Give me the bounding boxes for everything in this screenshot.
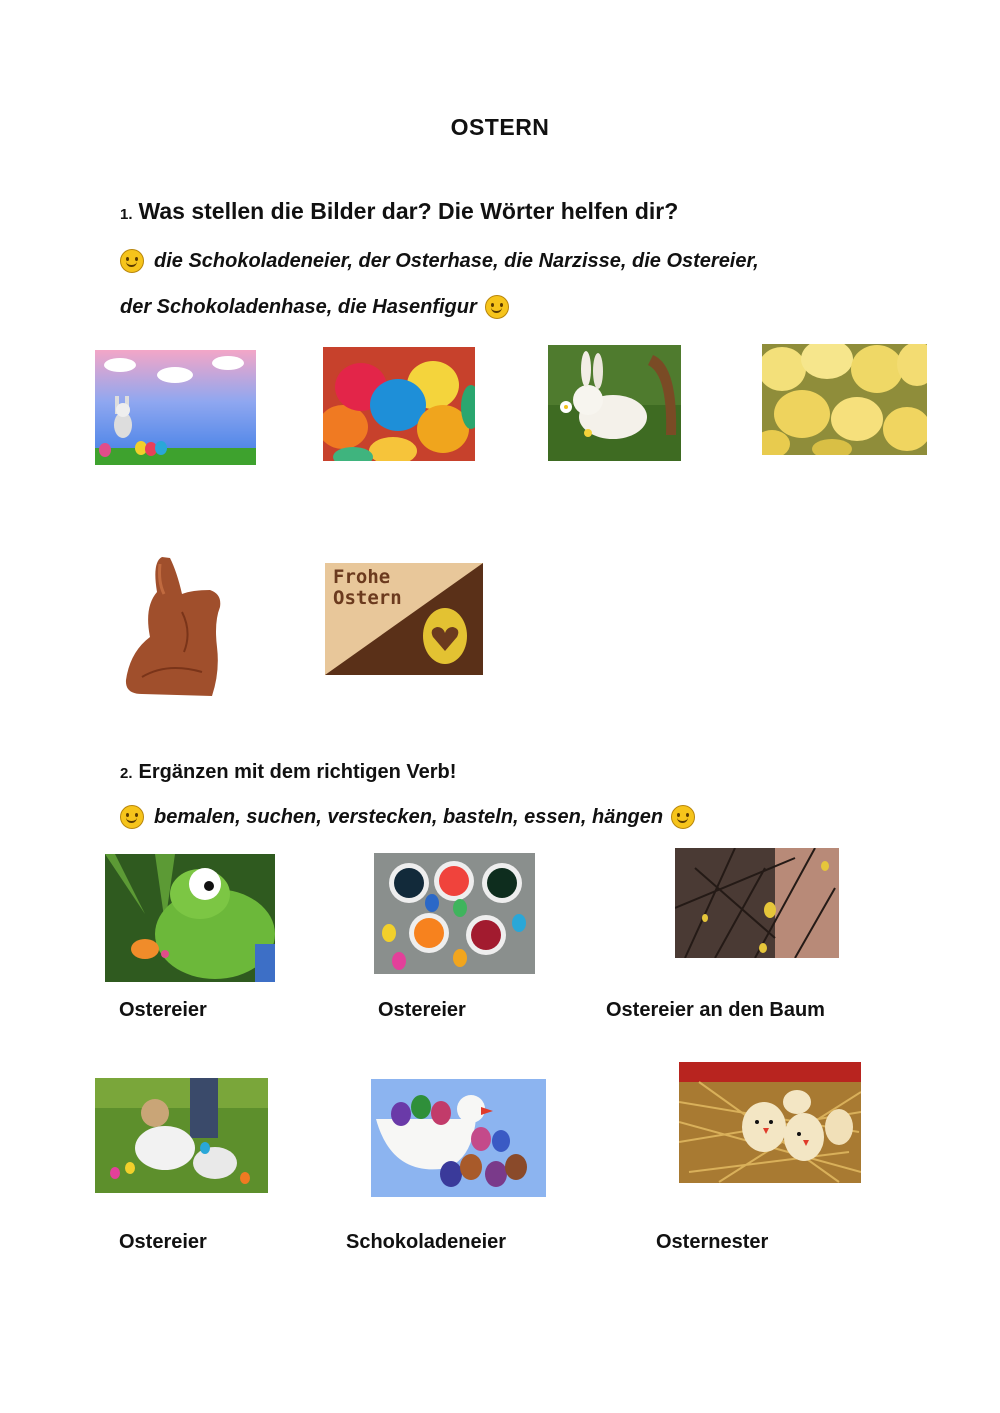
colored-eggs-image [323, 347, 475, 461]
frog-hiding-eggs-image [105, 854, 275, 982]
row2-label-2: Schokoladeneier [346, 1231, 507, 1253]
exercise-2-words: bemalen, suchen, verstecken, basteln, essen, hängen [154, 805, 664, 828]
exercise-1-question-text: Was stellen die Bilder dar? Die Wörter helfen dir? [138, 198, 679, 224]
child-searching-eggs-image [95, 1078, 268, 1193]
smiley-icon [671, 805, 695, 829]
easter-bunny-cartoon-image [95, 350, 256, 465]
smiley-icon [485, 295, 509, 319]
row1-label-2: Ostereier [378, 999, 466, 1021]
row1-label-1: Ostereier [119, 999, 207, 1021]
exercise-1-wordbank-line1 [120, 249, 759, 273]
eggs-on-tree-image [675, 848, 839, 958]
chocolate-eggs-bowl-image [371, 1079, 546, 1197]
smiley-icon [120, 805, 144, 829]
row1-label-3: Ostereier an den Baum [606, 999, 825, 1021]
bunny-figurine-image [548, 345, 681, 461]
yellow-flowers-image [762, 344, 927, 455]
egg-dye-cups-image [374, 853, 535, 974]
page-title: OSTERN [450, 114, 550, 140]
exercise-2-wordbank [120, 805, 695, 829]
card-greeting-line1: Frohe [333, 566, 391, 588]
easter-nest-image [679, 1062, 861, 1183]
row2-label-3: Osternester [656, 1231, 769, 1253]
row2-label-1: Ostereier [119, 1231, 207, 1253]
chocolate-bunny-image [122, 552, 224, 698]
card-greeting [333, 567, 402, 609]
exercise-1-wordbank-line2 [120, 295, 509, 319]
exercise-1-number: 1. [120, 206, 133, 223]
exercise-1-question [120, 198, 678, 225]
exercise-1-words-line2: der Schokoladenhase, die Hasenfigur [120, 295, 477, 318]
exercise-1-words-line1: die Schokoladeneier, der Osterhase, die Narzisse, die Ostereier, [154, 249, 759, 272]
exercise-2-question [120, 761, 456, 784]
exercise-2-question-text: Ergänzen mit dem richtigen Verb! [138, 761, 457, 783]
card-greeting-line2: Ostern [333, 587, 402, 609]
frohe-ostern-card-image [325, 563, 483, 675]
smiley-icon [120, 249, 144, 273]
exercise-2-number: 2. [120, 765, 133, 782]
